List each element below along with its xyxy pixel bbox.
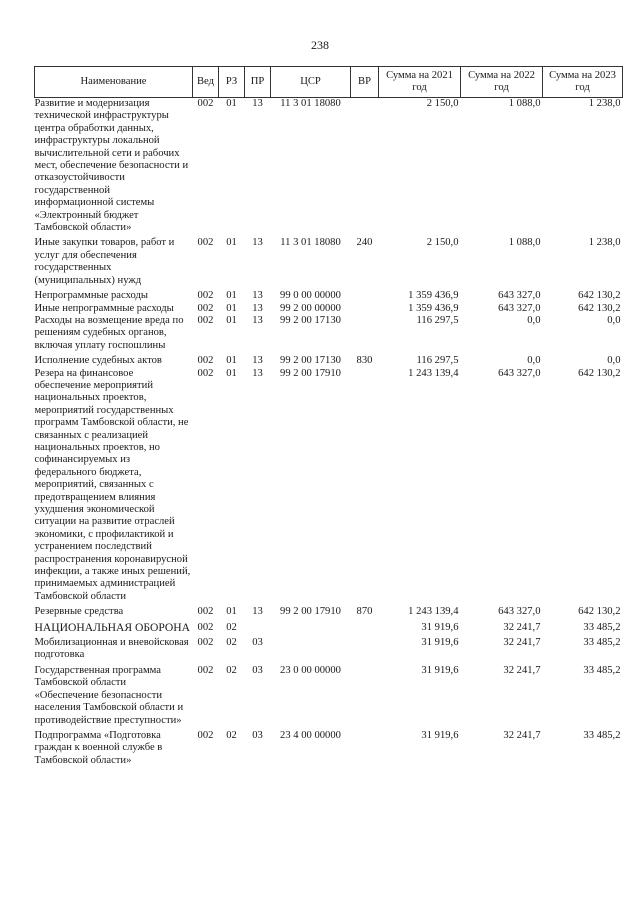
row-ved: 002: [197, 355, 214, 367]
row-sum-2023: 1 238,0: [588, 237, 621, 249]
row-csr: 99 2 00 17130: [280, 355, 341, 367]
row-sum-2023: 642 130,2: [578, 302, 621, 314]
row-sum-2023: 33 485,2: [583, 637, 621, 649]
row-sum-2023: 33 485,2: [583, 621, 621, 633]
row-ved: 002: [197, 290, 214, 302]
row-name: Подпрограмма «Подготовка граждан к военной службе в Тамбовской области»: [34, 729, 163, 766]
row-name: Исполнение судебных актов: [34, 355, 162, 367]
row-rz: 01: [226, 98, 237, 109]
row-ved: 002: [197, 637, 214, 649]
header-name: Наименование: [35, 67, 193, 98]
row-ved: 002: [197, 367, 214, 379]
row-vr: 870: [356, 606, 373, 618]
row-ved: 002: [197, 664, 214, 676]
row-vr: [351, 98, 379, 235]
row-vr: [351, 662, 379, 727]
row-sum-2022: 643 327,0: [498, 606, 541, 618]
row-pr: 13: [252, 367, 263, 379]
row-pr: 13: [252, 290, 263, 302]
row-sum-2021: 116 297,5: [416, 355, 459, 367]
row-pr: 13: [252, 314, 263, 326]
row-vr: [351, 368, 379, 604]
row-sum-2022: 643 327,0: [498, 290, 541, 302]
row-rz: 01: [226, 237, 237, 249]
row-csr: 99 2 00 17910: [280, 367, 341, 379]
row-sum-2021: 31 919,6: [421, 637, 459, 649]
header-sum-2023: Сумма на 2023 год: [543, 67, 623, 98]
row-vr: [351, 287, 379, 302]
header-csr: ЦСР: [271, 67, 351, 98]
header-rz: РЗ: [219, 67, 245, 98]
header-sum-2021: Сумма на 2021 год: [379, 67, 461, 98]
row-vr: [351, 315, 379, 352]
row-sum-2023: 33 485,2: [583, 664, 621, 676]
row-csr: 23 0 00 00000: [280, 664, 341, 676]
row-pr: [245, 619, 271, 634]
row-sum-2022: 643 327,0: [498, 367, 541, 379]
row-sum-2023: 33 485,2: [583, 729, 621, 741]
row-sum-2021: 1 359 436,9: [408, 302, 459, 314]
row-csr: 11 3 01 18080: [280, 98, 341, 109]
row-pr: 03: [252, 664, 263, 676]
row-csr: 99 2 00 00000: [280, 302, 341, 314]
row-sum-2022: 0,0: [527, 314, 541, 326]
row-sum-2023: 642 130,2: [578, 606, 621, 618]
table-header-row: [35, 67, 623, 98]
row-name: Иные непрограммные расходы: [34, 302, 174, 314]
row-csr: 23 4 00 00000: [280, 729, 341, 741]
header-pr: ПР: [245, 67, 271, 98]
row-vr: 240: [356, 237, 373, 249]
table-row: [35, 634, 623, 662]
row-vr: 830: [356, 355, 373, 367]
row-sum-2022: 32 241,7: [503, 637, 541, 649]
row-ved: 002: [197, 606, 214, 618]
table-row: [35, 303, 623, 315]
row-pr: 13: [252, 98, 263, 109]
row-name: Расходы на возмещение вреда по решениям судебных органов, включая уплату госпошлины: [34, 314, 184, 351]
row-sum-2022: 32 241,7: [503, 729, 541, 741]
table-row: [35, 352, 623, 367]
row-vr: [351, 619, 379, 634]
table-row: [35, 603, 623, 618]
row-sum-2023: 642 130,2: [578, 367, 621, 379]
row-rz: 02: [226, 664, 237, 676]
header-sum-2022: Сумма на 2022 год: [461, 67, 543, 98]
row-ved: 002: [197, 621, 214, 633]
row-sum-2022: 32 241,7: [503, 664, 541, 676]
row-sum-2021: 31 919,6: [421, 664, 459, 676]
row-csr: 11 3 01 18080: [280, 237, 341, 249]
row-rz: 01: [226, 355, 237, 367]
row-csr: [271, 619, 351, 634]
row-ved: 002: [197, 729, 214, 741]
row-sum-2023: 0,0: [607, 314, 621, 326]
row-csr: [271, 634, 351, 662]
header-ved: Вед: [193, 67, 219, 98]
row-pr: 13: [252, 302, 263, 314]
row-name: Мобилизационная и вневойсковая подготовка: [34, 637, 189, 661]
row-name: Государственная программа Тамбовской области «Обеспечение безопасности населения Тамбовской области и противодействие преступности»: [34, 664, 184, 726]
row-name: Иные закупки товаров, работ и услуг для обеспечения государственных (муниципальных) нужд: [34, 237, 175, 286]
page-number: 238: [311, 38, 329, 52]
row-sum-2021: 116 297,5: [416, 314, 459, 326]
row-pr: 13: [252, 355, 263, 367]
row-sum-2021: 31 919,6: [421, 729, 459, 741]
row-sum-2023: 0,0: [607, 355, 621, 367]
row-vr: [351, 303, 379, 315]
table-row: [35, 619, 623, 634]
row-ved: 002: [197, 98, 214, 109]
row-rz: 01: [226, 290, 237, 302]
row-vr: [351, 634, 379, 662]
row-sum-2023: 1 238,0: [588, 98, 621, 109]
table-row: [35, 234, 623, 287]
row-rz: 01: [226, 606, 237, 618]
row-vr: [351, 727, 379, 767]
row-ved: 002: [197, 314, 214, 326]
row-name: НАЦИОНАЛЬНАЯ ОБОРОНА: [34, 620, 191, 634]
row-sum-2022: 0,0: [527, 355, 541, 367]
row-sum-2022: 32 241,7: [503, 621, 541, 633]
row-csr: 99 2 00 17130: [280, 314, 341, 326]
row-sum-2021: 1 243 139,4: [408, 367, 459, 379]
row-pr: 03: [252, 729, 263, 741]
row-rz: 01: [226, 367, 237, 379]
table-row: [35, 315, 623, 352]
row-rz: 02: [226, 621, 237, 633]
row-ved: 002: [197, 237, 214, 249]
row-pr: 13: [252, 606, 263, 618]
row-name: Резера на финансовое обеспечение мероприятий национальных проектов, мероприятий государственных программ Тамбовской области, не связанных с реализацией национальных проектов, но софинансируемых из федерального бюджета, мероприятий, связанных с предотвращением влияния ухудшения экономической ситуации на развитие отраслей экономики, с профилактикой и устранением последствий распространения коронавирусной инфекции, а также иных решений, принимаемых администрацией Тамбовской области: [34, 367, 191, 602]
table-row: [35, 98, 623, 235]
row-csr: 99 0 00 00000: [280, 290, 341, 302]
row-name: Развитие и модернизация технической инфраструктуры центра обработки данных, инфраструктуры локальной вычислительной сети и рабочих мест, обеспечение безопасности и отказоустойчивости государственной информационной системы «Электронный бюджет Тамбовской области»: [34, 98, 189, 234]
row-pr: 03: [252, 637, 263, 649]
row-ved: 002: [197, 302, 214, 314]
row-name: Резервные средства: [34, 606, 124, 618]
row-sum-2023: 642 130,2: [578, 290, 621, 302]
row-name: Непрограммные расходы: [34, 290, 148, 302]
row-rz: 01: [226, 302, 237, 314]
row-sum-2021: 1 359 436,9: [408, 290, 459, 302]
row-sum-2022: 1 088,0: [508, 237, 541, 249]
table-row: [35, 368, 623, 604]
budget-table: [34, 66, 623, 767]
row-csr: 99 2 00 17910: [280, 606, 341, 618]
row-sum-2021: 2 150,0: [426, 98, 459, 109]
table-row: [35, 662, 623, 727]
table-row: [35, 727, 623, 767]
row-pr: 13: [252, 237, 263, 249]
row-sum-2021: 31 919,6: [421, 621, 459, 633]
row-sum-2021: 2 150,0: [426, 237, 459, 249]
table-row: [35, 287, 623, 302]
row-rz: 02: [226, 729, 237, 741]
row-rz: 01: [226, 314, 237, 326]
row-sum-2022: 643 327,0: [498, 302, 541, 314]
header-vr: ВР: [351, 67, 379, 98]
row-rz: 02: [226, 637, 237, 649]
row-sum-2021: 1 243 139,4: [408, 606, 459, 618]
row-sum-2022: 1 088,0: [508, 98, 541, 109]
